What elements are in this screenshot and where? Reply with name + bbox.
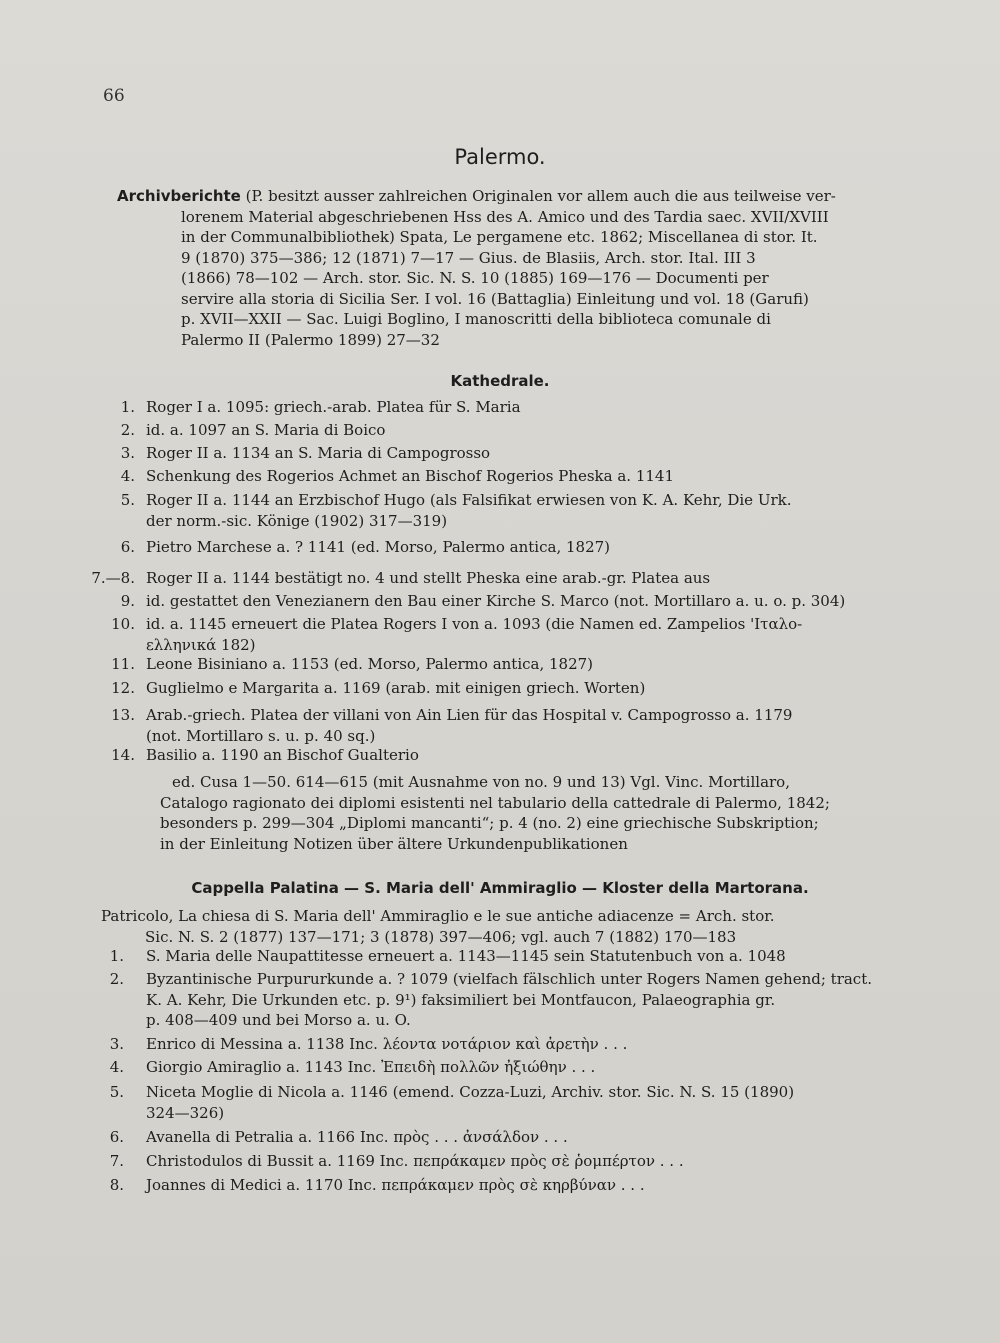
item-line: Basilio a. 1190 an Bischof Gualterio: [146, 746, 419, 764]
item-line: Giorgio Amiraglio a. 1143 Inc. Ἐπειδὴ πολλῶν ἠξιώθην . . .: [146, 1058, 596, 1076]
archiv-line: (P. besitzt ausser zahlreichen Originalen vor allem auch die aus teilweise ver-: [245, 187, 836, 205]
item-number: 7.—8.: [91, 569, 135, 587]
item-line: Enrico di Messina a. 1138 Inc. λέοντα νοτάριον καὶ ἀρετὴν . . .: [146, 1035, 628, 1053]
item-line: der norm.-sic. Könige (1902) 317—319): [146, 511, 448, 530]
item-number: 4.: [109, 1058, 124, 1076]
archiv-line: p. XVII—XXII — Sac. Luigi Boglino, I manoscritti della biblioteca comunale di: [181, 310, 771, 328]
item-line: K. A. Kehr, Die Urkunden etc. p. 9¹) faksimiliert bei Montfaucon, Palaeographia gr.: [146, 990, 776, 1009]
item-line: (not. Mortillaro s. u. p. 40 sq.): [146, 726, 376, 745]
item-line: Leone Bisiniano a. 1153 (ed. Morso, Palermo antica, 1827): [146, 655, 594, 673]
item-number: 2.: [120, 421, 135, 439]
item-number: 2.: [109, 970, 124, 988]
item-number: 8.: [109, 1176, 124, 1194]
item-number: 5.: [120, 491, 135, 509]
item-number: 6.: [120, 538, 135, 556]
item-number: 5.: [109, 1083, 124, 1101]
item-number: 6.: [109, 1128, 124, 1146]
item-number: 11.: [111, 655, 135, 673]
archiv-line: lorenem Material abgeschriebenen Hss des A. Amico und des Tardia saec. XVII/XVIII: [181, 207, 829, 226]
archiv-line: 9 (1870) 375—386; 12 (1871) 7—17 — Gius. de Blasiis, Arch. stor. Ital. III 3: [181, 248, 756, 267]
edition-line: besonders p. 299—304 „Diplomi mancanti“; p. 4 (no. 2) eine griechische Subskription;: [160, 814, 819, 832]
edition-line: Catalogo ragionato dei diplomi esistenti nel tabulario della cattedrale di Palermo, 1842;: [160, 793, 830, 812]
item-line: Roger II a. 1144 bestätigt no. 4 und stellt Pheska eine arab.-gr. Platea aus: [146, 569, 711, 587]
item-line: Roger II a. 1144 an Erzbischof Hugo (als Falsifikat erwiesen von K. A. Kehr, Die Urk.: [146, 491, 792, 509]
item-line: Schenkung des Rogerios Achmet an Bischof Rogerios Pheska a. 1141: [146, 467, 675, 485]
item-line: Christodulos di Bussit a. 1169 Inc. πεπράκαμεν πρὸς σὲ ῥομπέρτον . . .: [146, 1152, 684, 1170]
item-line: id. a. 1097 an S. Maria di Boico: [146, 421, 386, 439]
item-line: 324—326): [146, 1103, 225, 1122]
cappella-heading: Cappella Palatina — S. Maria dell' Ammiraglio — Kloster della Martorana.: [191, 879, 809, 897]
item-number: 1.: [109, 947, 124, 965]
item-number: 9.: [120, 592, 135, 610]
item-line: S. Maria delle Naupattitesse erneuert a. 1143—1145 sein Statutenbuch von a. 1048: [146, 947, 786, 965]
archiv-line: (1866) 78—102 — Arch. stor. Sic. N. S. 10 (1885) 169—176 — Documenti per: [181, 269, 769, 287]
archiv-line: servire alla storia di Sicilia Ser. I vol. 16 (Battaglia) Einleitung und vol. 18 (Garufi): [181, 289, 809, 308]
item-line: Avanella di Petralia a. 1166 Inc. πρὸς . . . ἀνσάλδον . . .: [146, 1128, 568, 1146]
item-line: Roger I a. 1095: griech.-arab. Platea für S. Maria: [146, 398, 521, 416]
item-line: id. a. 1145 erneuert die Platea Rogers I von a. 1093 (die Namen ed. Zampelios 'Ιταλο-: [146, 615, 803, 633]
item-line: Joannes di Medici a. 1170 Inc. πεπράκαμεν πρὸς σὲ κηρβύναν . . .: [146, 1176, 645, 1194]
archivberichte-paragraph: [117, 186, 893, 350]
item-number: 13.: [111, 706, 135, 724]
kathedrale-heading: Kathedrale.: [450, 372, 550, 390]
item-number: 7.: [109, 1152, 124, 1170]
item-number: 14.: [111, 746, 135, 764]
edition-line: in der Einleitung Notizen über ältere Urkundenpublikationen: [160, 834, 628, 853]
item-number: 10.: [111, 615, 135, 633]
kathedrale-edition-note: [160, 772, 885, 854]
item-line: ελληνικά 182): [146, 635, 256, 654]
patricolo-reference: [101, 906, 883, 947]
archivberichte-label: Archivberichte: [117, 187, 241, 205]
item-line: id. gestattet den Venezianern den Bau einer Kirche S. Marco (not. Mortillaro a. u. o. p. 304): [146, 592, 846, 610]
item-line: Byzantinische Purpururkunde a. ? 1079 (vielfach fälschlich unter Rogers Namen gehend; tract.: [146, 970, 873, 988]
patricolo-line: Sic. N. S. 2 (1877) 137—171; 3 (1878) 397—406; vgl. auch 7 (1882) 170—183: [145, 927, 737, 946]
item-number: 3.: [120, 444, 135, 462]
edition-line: ed. Cusa 1—50. 614—615 (mit Ausnahme von no. 9 und 13) Vgl. Vinc. Mortillaro,: [172, 773, 790, 791]
item-number: 4.: [120, 467, 135, 485]
item-number: 12.: [111, 679, 135, 697]
patricolo-line: Patricolo, La chiesa di S. Maria dell' Ammiraglio e le sue antiche adiacenze = Arch. stor.: [101, 907, 775, 925]
page-number: 66: [103, 86, 125, 106]
page-title: Palermo.: [454, 145, 546, 169]
item-line: Guglielmo e Margarita a. 1169 (arab. mit einigen griech. Worten): [146, 679, 646, 697]
item-line: Arab.-griech. Platea der villani von Ain Lien für das Hospital v. Campogrosso a. 1179: [146, 706, 793, 724]
item-line: Pietro Marchese a. ? 1141 (ed. Morso, Palermo antica, 1827): [146, 538, 611, 556]
item-line: p. 408—409 und bei Morso a. u. O.: [146, 1011, 411, 1029]
item-number: 3.: [109, 1035, 124, 1053]
item-number: 1.: [120, 398, 135, 416]
archiv-line: Palermo II (Palermo 1899) 27—32: [181, 330, 440, 349]
archiv-line: in der Communalbibliothek) Spata, Le pergamene etc. 1862; Miscellanea di stor. It.: [181, 228, 818, 246]
item-line: Niceta Moglie di Nicola a. 1146 (emend. Cozza-Luzi, Archiv. stor. Sic. N. S. 15 (1890): [146, 1083, 795, 1101]
item-line: Roger II a. 1134 an S. Maria di Campogrosso: [146, 444, 491, 462]
